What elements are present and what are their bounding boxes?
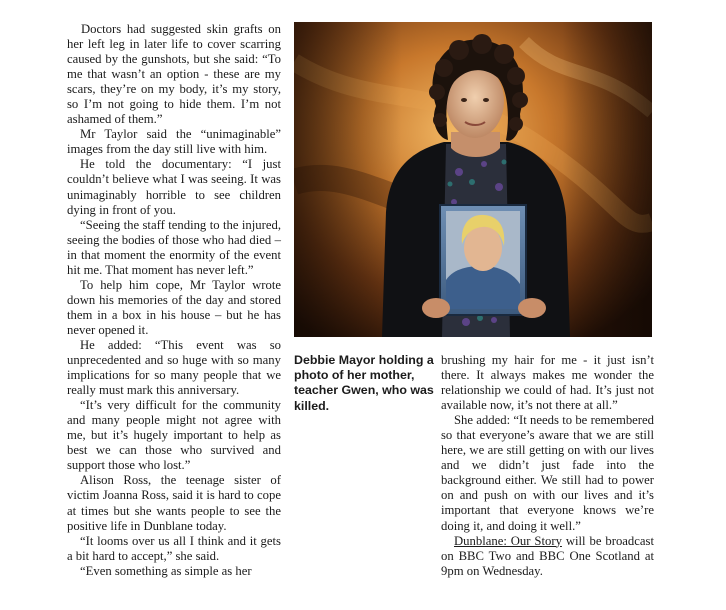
article-paragraph: “It looms over us all I think and it gets a bit hard to accept,” she said. <box>67 533 281 563</box>
article-paragraph: Mr Taylor said the “unimaginable” images from the day still live with him. <box>67 127 281 157</box>
article-paragraph: “It’s very difficult for the community and many people might not agree with me, but it’s hugely important to help as best we can those who survived and support those who lost.” <box>67 398 281 473</box>
photo-caption: Debbie Mayor holding a photo of her mother, teacher Gwen, who was killed. <box>294 353 434 413</box>
programme-note <box>441 534 654 579</box>
article-paragraph: To help him cope, Mr Taylor wrote down his memories of the day and stored them in a box in his house – but he has never opened it. <box>67 277 281 337</box>
article-paragraph: “Even something as simple as her <box>80 563 252 578</box>
article-paragraph: She added: “It needs to be remembered so that everyone’s aware that we are still here, we are still getting on with our lives and we didn’t just fade into the background either. We still had to power on and push on with our lives and it’s important that everyone knows we’re doing it, and doing it well.” <box>441 413 654 533</box>
article-paragraph: He added: “This event was so unprecedented and so huge with so many implications for so many people that we really must mark this anniversary. <box>67 337 281 398</box>
article-paragraph: brushing my hair for me - it just isn’t there. It always makes me wonder the relationship we could of had. It’s just not available now, it’s not there at all.” <box>441 353 654 413</box>
article-paragraph: Alison Ross, the teenage sister of victim Joanna Ross, said it is hard to cope at times but she wants people to see the positive life in Dunblane today. <box>67 473 281 533</box>
portrait-photo-illustration <box>294 22 652 337</box>
article-column-right <box>441 353 654 579</box>
programme-details: will be broadcast on BBC Two and BBC One Scotland at 9pm on Wednesday. <box>441 533 655 578</box>
article-column-left <box>67 22 281 579</box>
article-paragraph: He told the documentary: “I just couldn’t believe what I was seeing. It was unimaginably horrible to see children dying in front of you. <box>67 157 281 217</box>
article-photo <box>294 22 652 337</box>
article-paragraph: “Seeing the staff tending to the injured, seeing the bodies of those who had died – in that moment the enormity of the event hit me. That moment has never left.” <box>67 217 281 277</box>
article-paragraph: Doctors had suggested skin grafts on her left leg in later life to cover scarring caused by the gunshots, but she said: “To me that wasn’t an option - these are my scars, they’re on my body, it’s my story, so I’m not going to hide them. I’m not ashamed of them.” <box>67 22 281 127</box>
programme-title: Dunblane: Our Story <box>454 533 562 548</box>
